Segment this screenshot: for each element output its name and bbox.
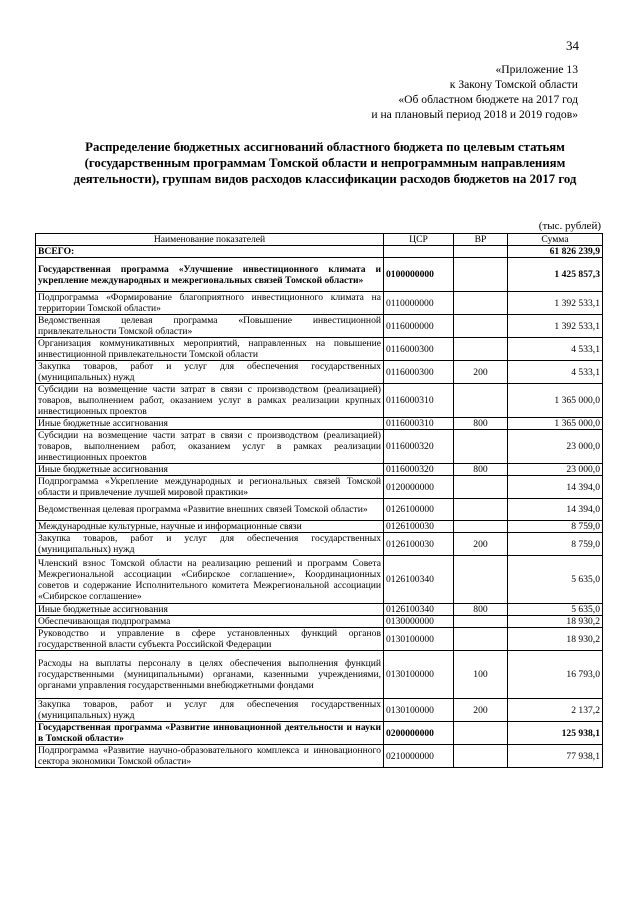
row-csr-code: 0116000320 (384, 430, 454, 464)
row-vr-code (454, 384, 508, 418)
row-name: Закупка товаров, работ и услуг для обеспечения государственных (муниципальных) нужд (36, 361, 384, 384)
row-name: Подпрограмма «Укрепление международных и региональных связей Томской области и привлечение лучшей мировой практики» (36, 476, 384, 499)
row-name: Расходы на выплаты персоналу в целях обеспечения выполнения функций государственными (муниципальными) органами, казенными учреждениями, органами управления государственными внебюджетными фондами (36, 651, 384, 699)
row-vr-code (454, 246, 508, 258)
row-name: Руководство и управление в сфере установленных функций органов государственной власти субъекта Российской Федерации (36, 628, 384, 651)
row-name: ВСЕГО: (36, 246, 384, 258)
row-vr-code: 800 (454, 464, 508, 476)
table-row (36, 338, 603, 361)
units-label: (тыс. рублей) (538, 220, 601, 232)
row-vr-code (454, 722, 508, 745)
row-vr-code (454, 476, 508, 499)
row-csr-code: 0130100000 (384, 651, 454, 699)
table-row (36, 464, 603, 476)
row-csr-code: 0120000000 (384, 476, 454, 499)
header-sum: Сумма (508, 234, 603, 246)
appendix-line: и на плановый период 2018 и 2019 годов» (371, 108, 578, 121)
row-name: Обеспечивающая подпрограмма (36, 616, 384, 628)
table-row (36, 246, 603, 258)
row-sum: 1 392 533,1 (508, 292, 603, 315)
table-row (36, 258, 603, 292)
row-sum: 1 392 533,1 (508, 315, 603, 338)
budget-table (35, 233, 603, 768)
row-name: Субсидии на возмещение части затрат в связи с производством (реализацией) товаров, выполнением работ, оказанием услуг в рамках реализации инвестиционных проектов (36, 430, 384, 464)
appendix-line: к Закону Томской области (449, 78, 578, 91)
row-csr-code: 0116000000 (384, 315, 454, 338)
table-row (36, 315, 603, 338)
table-row (36, 384, 603, 418)
table-row (36, 616, 603, 628)
row-vr-code: 200 (454, 361, 508, 384)
row-sum: 23 000,0 (508, 430, 603, 464)
row-vr-code (454, 556, 508, 604)
table-header-row (36, 234, 603, 246)
appendix-line: «Об областном бюджете на 2017 год (398, 93, 578, 106)
row-name: Иные бюджетные ассигнования (36, 464, 384, 476)
row-vr-code (454, 315, 508, 338)
row-sum: 1 425 857,3 (508, 258, 603, 292)
row-sum: 61 826 239,9 (508, 246, 603, 258)
row-name: Членский взнос Томской области на реализацию решений и программ Совета Межрегиональной ассоциации «Сибирское соглашение», Координационных советов и содержание Исполнительного комитета Межрегиональной ассоциации «Сибирское соглашение» (36, 556, 384, 604)
table-row (36, 745, 603, 768)
row-csr-code: 0126100030 (384, 533, 454, 556)
table-row (36, 476, 603, 499)
row-vr-code (454, 521, 508, 533)
row-csr-code: 0210000000 (384, 745, 454, 768)
row-vr-code: 800 (454, 604, 508, 616)
row-name: Субсидии на возмещение части затрат в связи с производством (реализацией) товаров, выполнением работ, оказанием услуг в рамках реализации крупных инвестиционных проектов (36, 384, 384, 418)
row-sum: 1 365 000,0 (508, 384, 603, 418)
table-row (36, 292, 603, 315)
row-csr-code: 0200000000 (384, 722, 454, 745)
row-vr-code (454, 292, 508, 315)
row-vr-code: 100 (454, 651, 508, 699)
table-row (36, 604, 603, 616)
row-name: Подпрограмма «Формирование благоприятного инвестиционного климата на территории Томской области» (36, 292, 384, 315)
row-vr-code (454, 628, 508, 651)
row-sum: 8 759,0 (508, 533, 603, 556)
row-csr-code: 0100000000 (384, 258, 454, 292)
table-body (36, 246, 603, 768)
row-name: Закупка товаров, работ и услуг для обеспечения государственных (муниципальных) нужд (36, 699, 384, 722)
appendix-header (371, 62, 578, 122)
row-csr-code: 0130100000 (384, 628, 454, 651)
document-title: Распределение бюджетных ассигнований областного бюджета по целевым статьям (государственным программам Томской области и непрограммным направлениям деятельности), группам видов расходов классификации расходов бюджетов на 2017 год (73, 140, 577, 186)
row-sum: 8 759,0 (508, 521, 603, 533)
row-csr-code: 0130000000 (384, 616, 454, 628)
header-name: Наименование показателей (36, 234, 384, 246)
appendix-line: «Приложение 13 (495, 63, 578, 76)
row-sum: 18 930,2 (508, 616, 603, 628)
row-csr-code: 0110000000 (384, 292, 454, 315)
row-name: Подпрограмма «Развитие научно-образовательного комплекса и инновационного сектора экономики Томской области» (36, 745, 384, 768)
row-csr-code (384, 246, 454, 258)
row-sum: 4 533,1 (508, 361, 603, 384)
table-row (36, 628, 603, 651)
header-vr: ВР (454, 234, 508, 246)
row-sum: 14 394,0 (508, 499, 603, 521)
row-sum: 5 635,0 (508, 556, 603, 604)
row-sum: 4 533,1 (508, 338, 603, 361)
row-sum: 2 137,2 (508, 699, 603, 722)
row-csr-code: 0126100340 (384, 556, 454, 604)
table-row (36, 651, 603, 699)
row-name: Организация коммуникативных мероприятий, направленных на повышение инвестиционной привлекательности Томской области (36, 338, 384, 361)
row-name: Международные культурные, научные и информационные связи (36, 521, 384, 533)
header-csr: ЦСР (384, 234, 454, 246)
row-csr-code: 0116000310 (384, 418, 454, 430)
row-vr-code (454, 616, 508, 628)
row-sum: 16 793,0 (508, 651, 603, 699)
row-sum: 77 938,1 (508, 745, 603, 768)
row-vr-code: 800 (454, 418, 508, 430)
row-name: Иные бюджетные ассигнования (36, 418, 384, 430)
row-sum: 1 365 000,0 (508, 418, 603, 430)
row-sum: 23 000,0 (508, 464, 603, 476)
table-row (36, 521, 603, 533)
page-number: 34 (566, 38, 579, 53)
row-vr-code (454, 499, 508, 521)
row-csr-code: 0116000300 (384, 338, 454, 361)
row-csr-code: 0116000320 (384, 464, 454, 476)
row-vr-code: 200 (454, 699, 508, 722)
row-name: Ведомственная целевая программа «Повышение инвестиционной привлекательности Томской области» (36, 315, 384, 338)
table-row (36, 499, 603, 521)
table-row (36, 722, 603, 745)
row-name: Государственная программа «Улучшение инвестиционного климата и укрепление международных и межрегиональных связей Томской области» (36, 258, 384, 292)
row-vr-code (454, 338, 508, 361)
row-name: Иные бюджетные ассигнования (36, 604, 384, 616)
table-row (36, 361, 603, 384)
row-sum: 18 930,2 (508, 628, 603, 651)
table-row (36, 699, 603, 722)
table-row (36, 418, 603, 430)
row-csr-code: 0126100030 (384, 521, 454, 533)
row-csr-code: 0116000300 (384, 361, 454, 384)
row-sum: 5 635,0 (508, 604, 603, 616)
table-row (36, 533, 603, 556)
row-name: Ведомственная целевая программа «Развитие внешних связей Томской области» (36, 499, 384, 521)
row-csr-code: 0130100000 (384, 699, 454, 722)
row-vr-code (454, 745, 508, 768)
table-row (36, 556, 603, 604)
row-csr-code: 0126100340 (384, 604, 454, 616)
row-csr-code: 0126100000 (384, 499, 454, 521)
row-csr-code: 0116000310 (384, 384, 454, 418)
table-row (36, 430, 603, 464)
row-vr-code: 200 (454, 533, 508, 556)
row-vr-code (454, 258, 508, 292)
row-vr-code (454, 430, 508, 464)
row-name: Закупка товаров, работ и услуг для обеспечения государственных (муниципальных) нужд (36, 533, 384, 556)
row-name: Государственная программа «Развитие инновационной деятельности и науки в Томской области» (36, 722, 384, 745)
row-sum: 125 938,1 (508, 722, 603, 745)
row-sum: 14 394,0 (508, 476, 603, 499)
